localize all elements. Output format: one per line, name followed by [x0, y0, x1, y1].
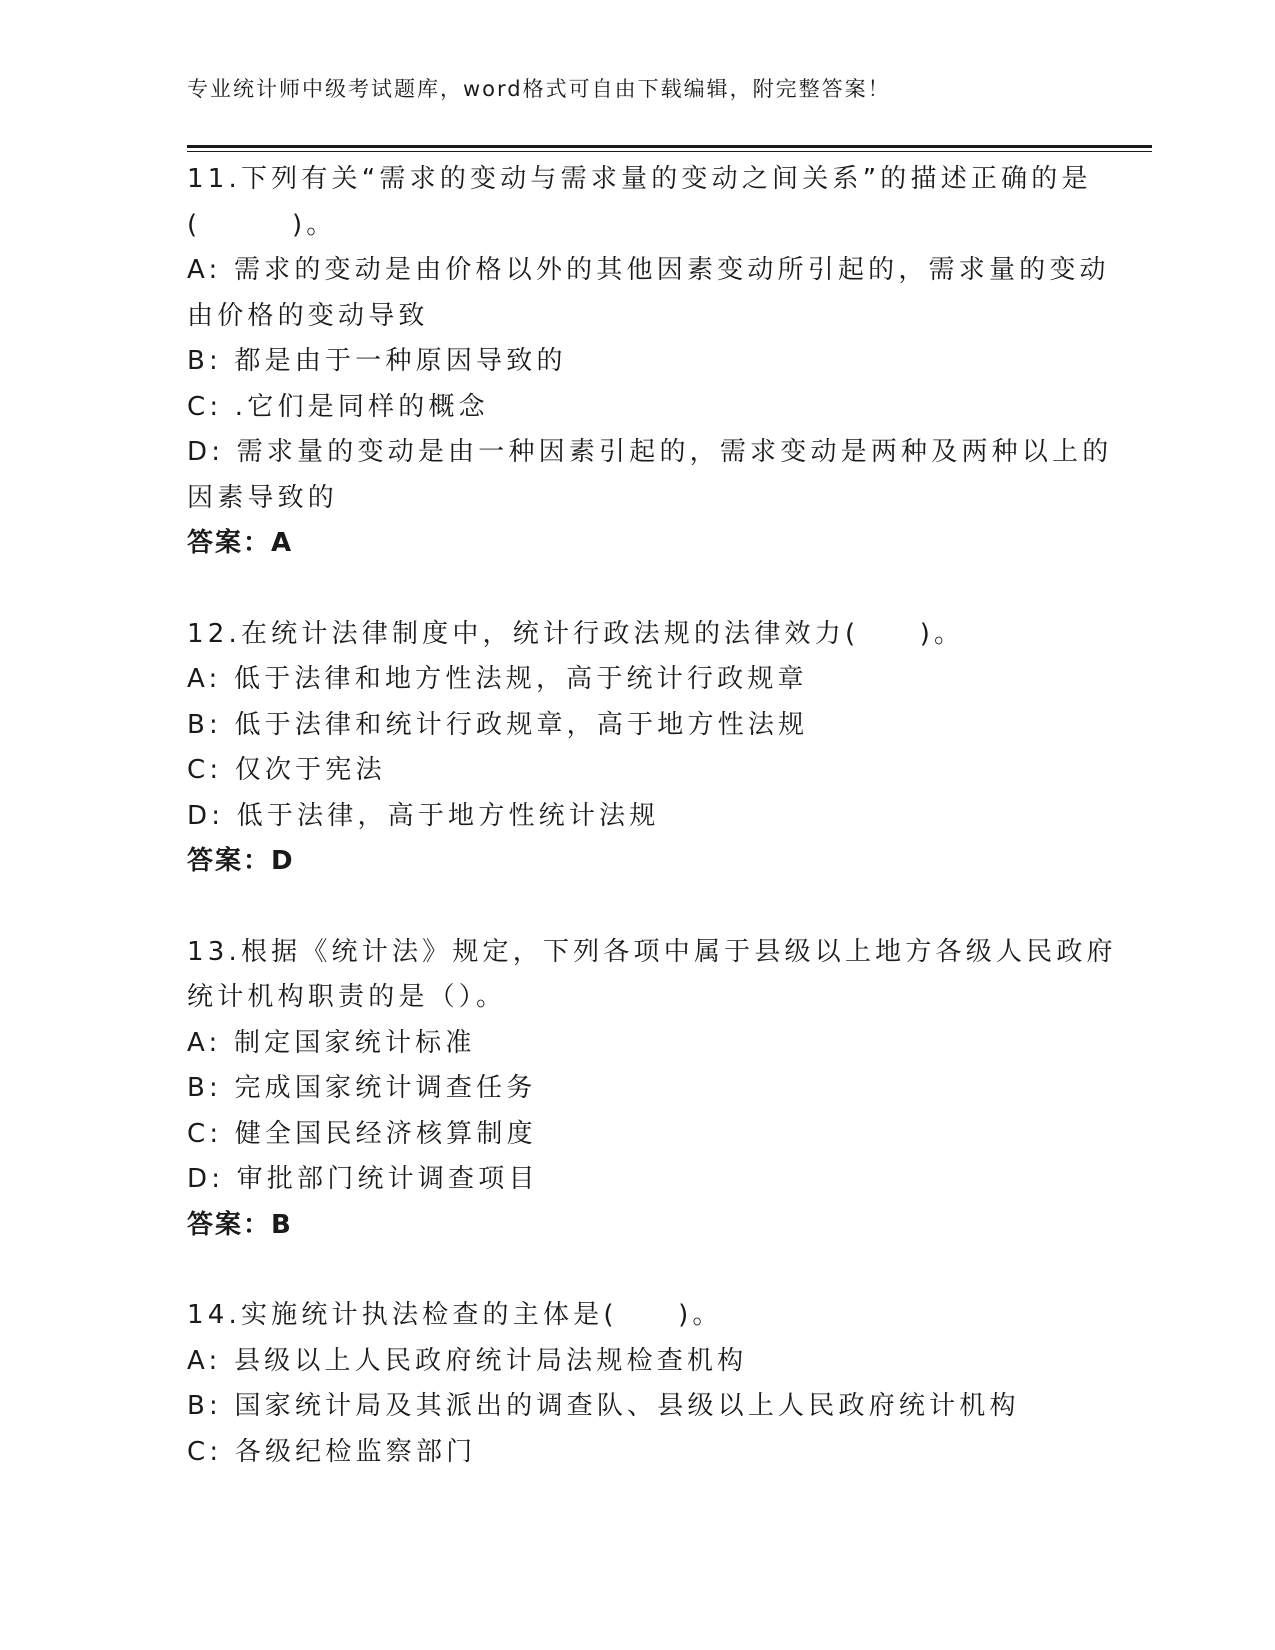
question-11 — [187, 157, 1113, 567]
question-stem-line: 11.下列有关“需求的变动与需求量的变动之间关系”的描述正确的是 — [187, 164, 1092, 194]
page-header: 专业统计师中级考试题库，word格式可自由下载编辑，附完整答案！ — [187, 77, 891, 101]
question-14 — [187, 1293, 1087, 1475]
option-b-line: B: 完成国家统计调查任务 — [187, 1073, 537, 1103]
question-13 — [187, 930, 1117, 1249]
option-d-line: D: 需求量的变动是由一种因素引起的，需求变动是两种及两种以上的 — [187, 437, 1113, 467]
option-b-line: B: 低于法律和统计行政规章，高于地方性法规 — [187, 709, 809, 740]
option-b-line: B: 都是由于一种原因导致的 — [187, 346, 567, 376]
option-c-line: C: 各级纪检监察部门 — [187, 1436, 477, 1467]
question-list — [187, 157, 1117, 1475]
option-d-line: D: 审批部门统计调查项目 — [187, 1164, 539, 1194]
question-stem-line: ( )。 — [187, 209, 337, 240]
question-12 — [187, 612, 1087, 885]
option-a-line: A: 制定国家统计标准 — [187, 1027, 476, 1058]
question-stem-line: 14.实施统计执法检查的主体是( )。 — [187, 1300, 723, 1330]
option-a-line: A: 县级以上人民政府统计局法规检查机构 — [187, 1345, 748, 1376]
option-c-line: C: 健全国民经济核算制度 — [187, 1118, 537, 1149]
question-stem-line: 13.根据《统计法》规定，下列各项中属于县级以上地方各级人民政府 — [187, 936, 1117, 967]
answer-label: 答案：A — [187, 528, 294, 558]
option-a-line: 由价格的变动导致 — [187, 300, 429, 331]
option-d-line: D: 低于法律，高于地方性统计法规 — [187, 800, 660, 831]
option-d-line: 因素导致的 — [187, 482, 339, 513]
option-c-line: C: .它们是同样的概念 — [187, 391, 489, 422]
header-rule-thin — [187, 151, 1152, 152]
header-rule-thick — [187, 145, 1152, 148]
option-a-line: A: 需求的变动是由价格以外的其他因素变动所引起的，需求量的变动 — [187, 255, 1110, 285]
answer-label: 答案：B — [187, 1209, 293, 1240]
option-a-line: A: 低于法律和地方性法规，高于统计行政规章 — [187, 664, 808, 694]
option-c-line: C: 仅次于宪法 — [187, 755, 386, 785]
answer-label: 答案：D — [187, 846, 295, 876]
question-stem-line: 12.在统计法律制度中，统计行政法规的法律效力( )。 — [187, 618, 965, 649]
option-b-line: B: 国家统计局及其派出的调查队、县级以上人民政府统计机构 — [187, 1391, 1020, 1421]
question-stem-line: 统计机构职责的是（）。 — [187, 982, 507, 1012]
